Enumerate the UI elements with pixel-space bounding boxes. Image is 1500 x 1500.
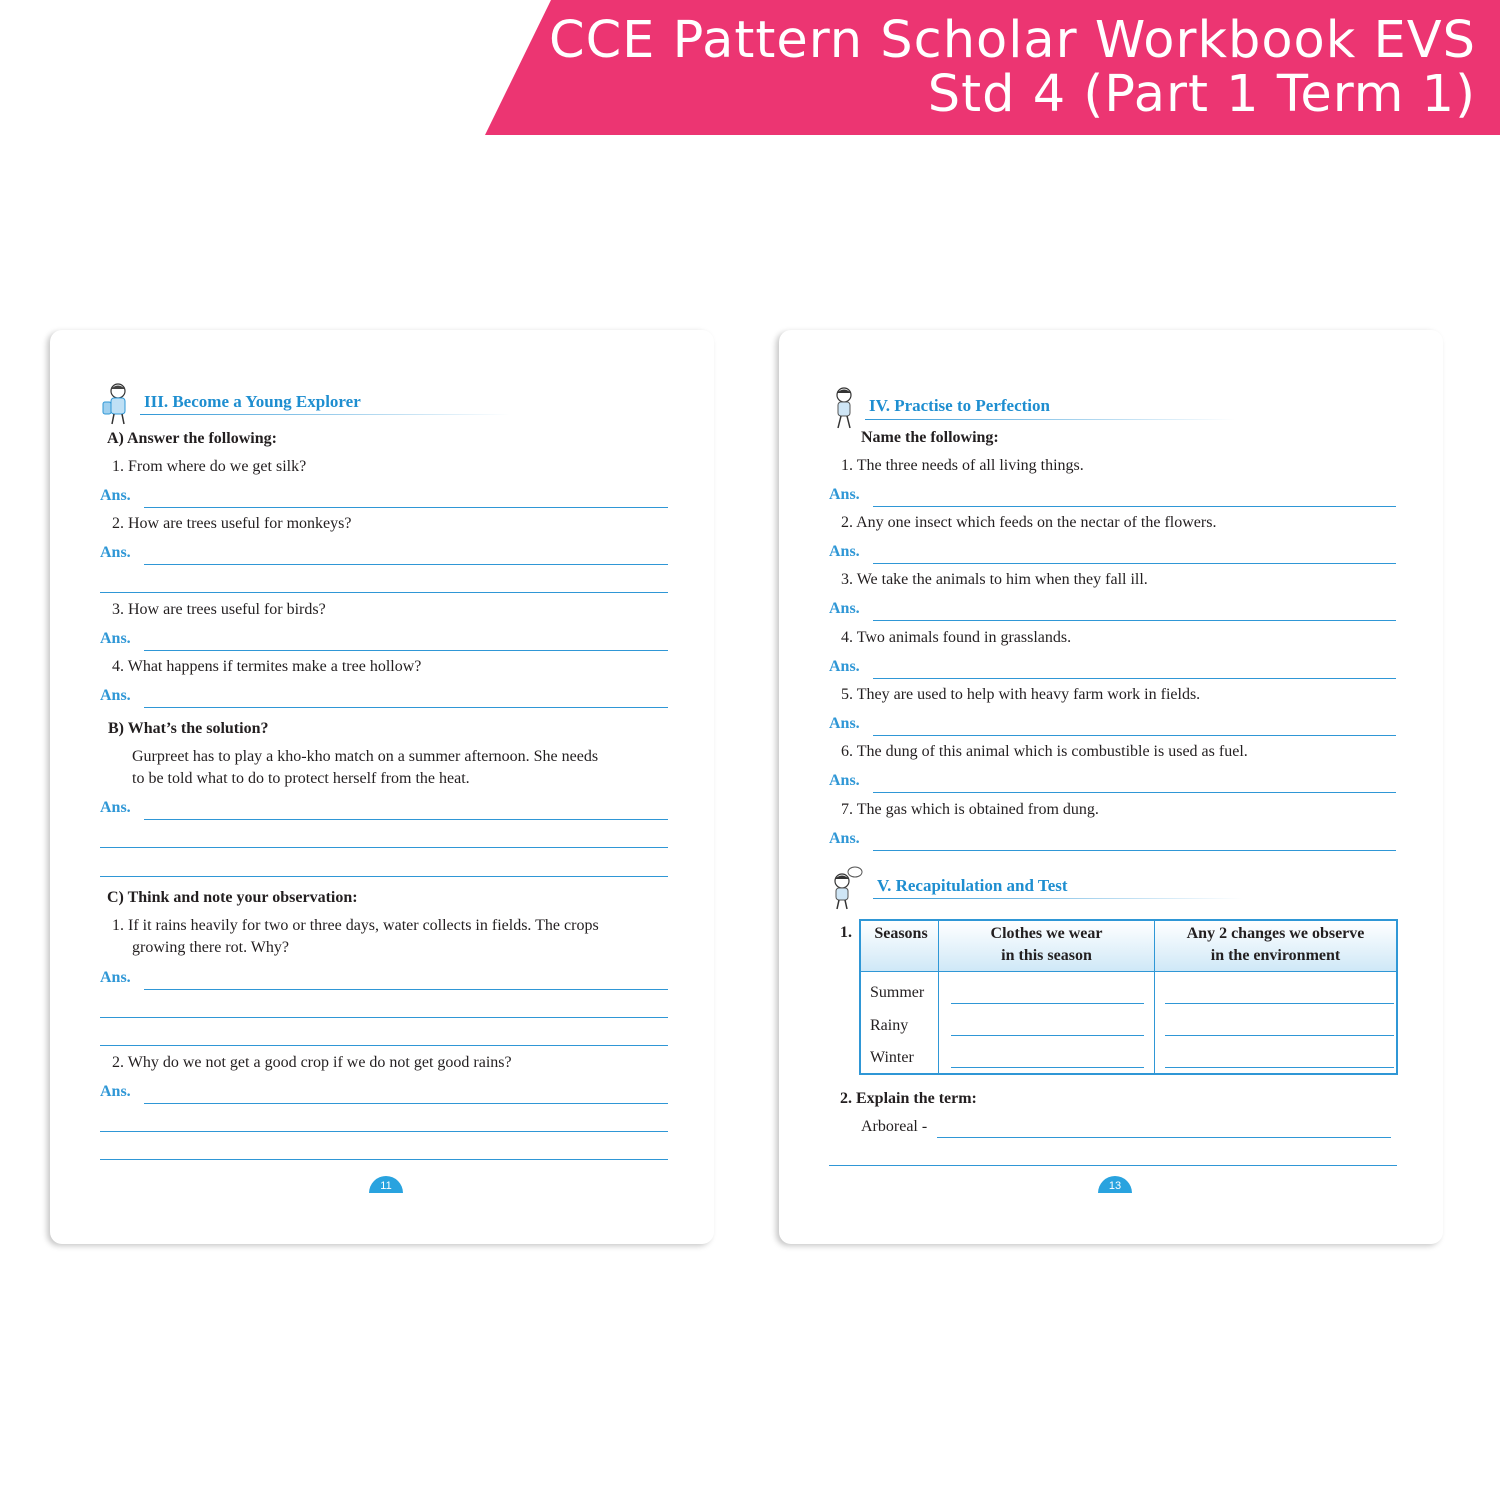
answer-line[interactable]	[873, 735, 1396, 736]
answer-label: Ans.	[100, 487, 131, 504]
question-text: 2. Any one insect which feeds on the nectar of the flowers.	[841, 514, 1217, 531]
heading-answer-following: A) Answer the following:	[107, 430, 277, 447]
answer-line[interactable]	[144, 507, 668, 508]
answer-line[interactable]	[873, 850, 1396, 851]
answer-line[interactable]	[873, 506, 1396, 507]
changes-answer-line[interactable]	[1165, 1035, 1394, 1036]
section-underline	[865, 419, 1235, 420]
answer-line[interactable]	[100, 847, 668, 848]
question-text: 2. Why do we not get a good crop if we do not get good rains?	[112, 1054, 512, 1071]
season-winter: Winter	[870, 1049, 914, 1066]
clothes-answer-line[interactable]	[951, 1067, 1144, 1068]
answer-line[interactable]	[144, 650, 668, 651]
column-header-changes-line1: Any 2 changes we observe	[1186, 925, 1365, 942]
section-title: V. Recapitulation and Test	[877, 876, 1068, 895]
answer-line[interactable]	[873, 620, 1396, 621]
changes-answer-line[interactable]	[1165, 1003, 1394, 1004]
question-text: 1. From where do we get silk?	[112, 458, 307, 475]
question-text: 6. The dung of this animal which is combustible is used as fuel.	[841, 743, 1248, 760]
answer-label: Ans.	[100, 969, 131, 986]
answer-line[interactable]	[100, 592, 668, 593]
answer-line[interactable]	[100, 1159, 668, 1160]
section-underline	[873, 898, 1243, 899]
clothes-answer-line[interactable]	[951, 1035, 1144, 1036]
question-text: 2. How are trees useful for monkeys?	[112, 515, 352, 532]
answer-line[interactable]	[144, 989, 668, 990]
banner-title-line1: CCE Pattern Scholar Workbook EVS	[548, 11, 1476, 70]
answer-label: Ans.	[829, 543, 860, 560]
answer-line[interactable]	[937, 1137, 1391, 1138]
explorer-mascot-icon	[100, 382, 136, 426]
scenario-text-line2: to be told what to do to protect herself from the heat.	[132, 770, 470, 787]
answer-label: Ans.	[829, 658, 860, 675]
answer-line[interactable]	[144, 564, 668, 565]
answer-line[interactable]	[100, 1045, 668, 1046]
seasons-table	[859, 919, 1398, 1075]
answer-line[interactable]	[144, 819, 668, 820]
banner-title	[548, 11, 1476, 124]
answer-label: Ans.	[829, 715, 860, 732]
season-rainy: Rainy	[870, 1017, 909, 1034]
answer-label: Ans.	[829, 600, 860, 617]
scenario-text-line1: Gurpreet has to play a kho-kho match on a summer afternoon. She needs	[132, 748, 599, 765]
question-text: 5. They are used to help with heavy farm work in fields.	[841, 686, 1201, 703]
column-header-clothes-line1: Clothes we wear	[990, 925, 1103, 942]
title-banner	[0, 0, 1500, 135]
thinking-student-icon	[827, 866, 863, 910]
question-text: 3. We take the animals to him when they fall ill.	[841, 571, 1148, 588]
student-mascot-icon	[827, 386, 863, 430]
question-text-line2: growing there rot. Why?	[132, 939, 289, 956]
answer-line[interactable]	[100, 1017, 668, 1018]
answer-line[interactable]	[100, 876, 668, 877]
column-header-clothes	[939, 923, 1154, 967]
answer-label: Ans.	[829, 830, 860, 847]
changes-answer-line[interactable]	[1165, 1067, 1394, 1068]
column-header-seasons: Seasons	[874, 925, 928, 942]
question-text: 1. The three needs of all living things.	[841, 457, 1084, 474]
answer-label: Ans.	[829, 772, 860, 789]
answer-line[interactable]	[100, 1131, 668, 1132]
answer-line[interactable]	[873, 563, 1396, 564]
answer-label: Ans.	[100, 544, 131, 561]
answer-line[interactable]	[873, 678, 1396, 679]
clothes-answer-line[interactable]	[951, 1003, 1144, 1004]
heading-observation: C) Think and note your observation:	[107, 889, 358, 906]
answer-line[interactable]	[829, 1165, 1397, 1166]
page-number: 13	[1098, 1176, 1132, 1193]
season-summer: Summer	[870, 984, 925, 1001]
answer-label: Ans.	[100, 687, 131, 704]
workbook-page-11	[50, 330, 714, 1244]
term-arboreal: Arboreal -	[861, 1118, 928, 1135]
answer-label: Ans.	[829, 486, 860, 503]
column-header-changes	[1155, 923, 1396, 967]
answer-line[interactable]	[873, 792, 1396, 793]
question-number: 1.	[840, 924, 852, 941]
question-text: 3. How are trees useful for birds?	[112, 601, 326, 618]
question-text: 7. The gas which is obtained from dung.	[841, 801, 1099, 818]
question-text: 4. Two animals found in grasslands.	[841, 629, 1072, 646]
heading-name-following: Name the following:	[861, 429, 999, 446]
question-text-line1: 1. If it rains heavily for two or three days, water collects in fields. The crops	[112, 917, 599, 934]
workbook-page-13	[779, 330, 1443, 1244]
answer-label: Ans.	[100, 630, 131, 647]
section-title: IV. Practise to Perfection	[869, 396, 1050, 415]
answer-line[interactable]	[144, 707, 668, 708]
column-header-changes-line2: in the environment	[1210, 947, 1341, 964]
answer-label: Ans.	[100, 799, 131, 816]
column-header-clothes-line2: in this season	[1001, 947, 1092, 964]
answer-label: Ans.	[100, 1083, 131, 1100]
question-text: 4. What happens if termites make a tree hollow?	[112, 658, 422, 675]
banner-title-line2: Std 4 (Part 1 Term 1)	[927, 65, 1476, 124]
section-title: III. Become a Young Explorer	[144, 392, 361, 411]
answer-line[interactable]	[144, 1103, 668, 1104]
page-number: 11	[369, 1176, 403, 1193]
heading-solution: B) What’s the solution?	[108, 720, 269, 737]
section-underline	[140, 414, 510, 415]
heading-explain-term: 2. Explain the term:	[840, 1090, 977, 1107]
